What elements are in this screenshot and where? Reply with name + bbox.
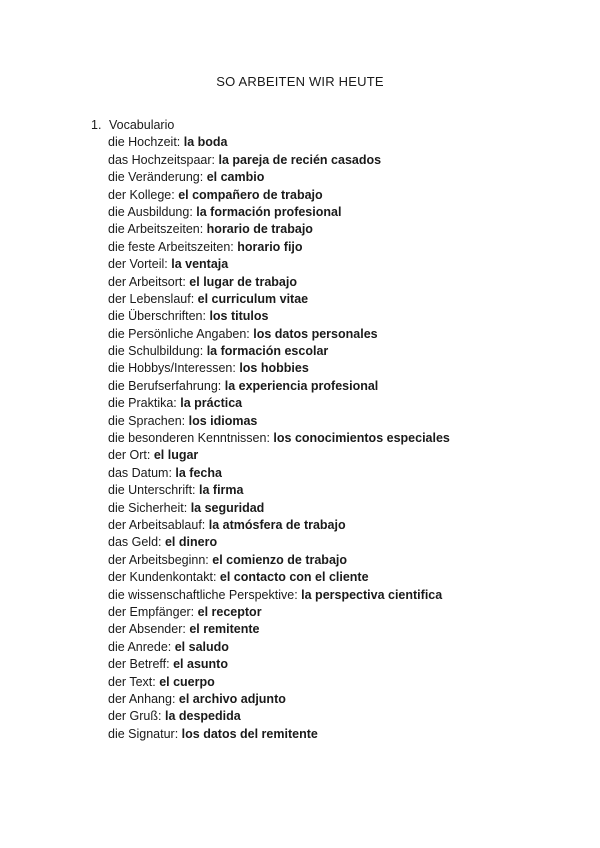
vocabulary-section <box>91 117 571 743</box>
vocab-entry <box>108 221 571 238</box>
spanish-translation: el comienzo de trabajo <box>212 552 348 567</box>
german-term: die Berufserfahrung: <box>108 378 225 393</box>
vocab-entry <box>108 152 571 169</box>
german-term: die Persönliche Angaben: <box>108 326 254 341</box>
german-term: das Geld: <box>108 535 165 550</box>
german-term: die Arbeitszeiten: <box>108 222 207 237</box>
spanish-translation: la fecha <box>175 465 222 480</box>
section-number: 1. <box>91 118 102 132</box>
vocab-entry <box>108 360 571 377</box>
vocabulary-list <box>91 134 571 743</box>
vocab-entry <box>108 134 571 151</box>
vocab-entry <box>108 569 571 586</box>
vocab-entry <box>108 552 571 569</box>
german-term: der Arbeitsbeginn: <box>108 552 213 567</box>
vocab-entry <box>108 239 571 256</box>
spanish-translation: la boda <box>183 135 228 150</box>
vocab-entry <box>108 621 571 638</box>
german-term: der Anhang: <box>108 691 179 706</box>
spanish-translation: la perspectiva cientifica <box>301 587 443 602</box>
spanish-translation: el archivo adjunto <box>178 691 286 706</box>
german-term: die Überschriften: <box>108 309 210 324</box>
spanish-translation: el cambio <box>206 170 265 185</box>
german-term: die Schulbildung: <box>108 344 207 359</box>
vocab-entry <box>108 308 571 325</box>
german-term: die wissenschaftliche Perspektive: <box>108 587 302 602</box>
spanish-translation: los conocimientos especiales <box>273 431 450 446</box>
spanish-translation: la firma <box>199 483 244 498</box>
german-term: der Text: <box>108 674 160 689</box>
spanish-translation: la pareja de recién casados <box>218 152 382 167</box>
german-term: die Hochzeit: <box>108 135 184 150</box>
vocab-entry <box>108 708 571 725</box>
vocab-entry <box>108 169 571 186</box>
spanish-translation: el saludo <box>174 639 229 654</box>
spanish-translation: la despedida <box>164 709 241 724</box>
vocab-entry <box>108 465 571 482</box>
section-title: Vocabulario <box>109 118 175 132</box>
vocab-entry <box>108 274 571 291</box>
vocab-entry <box>108 500 571 517</box>
german-term: die Veränderung: <box>108 170 207 185</box>
vocab-entry <box>108 413 571 430</box>
german-term: der Absender: <box>108 622 190 637</box>
spanish-translation: los hobbies <box>239 361 309 376</box>
german-term: der Kundenkontakt: <box>108 570 220 585</box>
german-term: der Betreff: <box>108 657 174 672</box>
vocab-entry <box>108 517 571 534</box>
spanish-translation: la práctica <box>180 396 243 411</box>
vocab-entry <box>108 447 571 464</box>
vocab-entry <box>108 395 571 412</box>
spanish-translation: horario fijo <box>237 239 303 254</box>
german-term: der Empfänger: <box>108 604 198 619</box>
german-term: die Sicherheit: <box>108 500 191 515</box>
section-heading <box>91 117 571 134</box>
spanish-translation: el compañero de trabajo <box>178 187 323 202</box>
vocab-entry <box>108 187 571 204</box>
german-term: die besonderen Kenntnissen: <box>108 431 274 446</box>
german-term: die Anrede: <box>108 639 175 654</box>
vocab-entry <box>108 674 571 691</box>
page-title: SO ARBEITEN WIR HEUTE <box>216 74 384 89</box>
german-term: der Lebenslauf: <box>108 291 198 306</box>
german-term: der Gruß: <box>108 709 165 724</box>
spanish-translation: el dinero <box>164 535 218 550</box>
spanish-translation: el receptor <box>197 604 262 619</box>
german-term: der Kollege: <box>108 187 179 202</box>
spanish-translation: horario de trabajo <box>206 222 313 237</box>
spanish-translation: el lugar de trabajo <box>189 274 297 289</box>
spanish-translation: los titulos <box>209 309 269 324</box>
spanish-translation: la atmósfera de trabajo <box>208 517 346 532</box>
vocab-entry <box>108 656 571 673</box>
vocab-entry <box>108 291 571 308</box>
vocab-entry <box>108 534 571 551</box>
spanish-translation: el remitente <box>189 622 260 637</box>
spanish-translation: la seguridad <box>190 500 265 515</box>
spanish-translation: la experiencia profesional <box>224 378 379 393</box>
spanish-translation: los datos del remitente <box>181 726 318 741</box>
vocab-entry <box>108 378 571 395</box>
spanish-translation: los datos personales <box>253 326 378 341</box>
spanish-translation: la formación escolar <box>206 344 329 359</box>
german-term: der Ort: <box>108 448 154 463</box>
german-term: die Signatur: <box>108 726 182 741</box>
vocab-entry <box>108 482 571 499</box>
vocab-entry <box>108 639 571 656</box>
german-term: die Hobbys/Interessen: <box>108 361 240 376</box>
spanish-translation: el lugar <box>153 448 199 463</box>
german-term: das Datum: <box>108 465 176 480</box>
german-term: die Unterschrift: <box>108 483 200 498</box>
vocab-entry <box>108 256 571 273</box>
vocab-entry <box>108 204 571 221</box>
german-term: die Ausbildung: <box>108 204 197 219</box>
german-term: die Praktika: <box>108 396 181 411</box>
vocab-entry <box>108 343 571 360</box>
german-term: die feste Arbeitszeiten: <box>108 239 238 254</box>
spanish-translation: la ventaja <box>171 257 229 272</box>
spanish-translation: el asunto <box>173 657 228 672</box>
german-term: die Sprachen: <box>108 413 189 428</box>
spanish-translation: el curriculum vitae <box>197 291 309 306</box>
german-term: der Arbeitsort: <box>108 274 190 289</box>
spanish-translation: el contacto con el cliente <box>219 570 369 585</box>
spanish-translation: los idiomas <box>188 413 258 428</box>
vocab-entry <box>108 430 571 447</box>
german-term: das Hochzeitspaar: <box>108 152 219 167</box>
vocab-entry <box>108 326 571 343</box>
vocab-entry <box>108 587 571 604</box>
vocab-entry <box>108 604 571 621</box>
spanish-translation: el cuerpo <box>159 674 215 689</box>
vocab-entry <box>108 691 571 708</box>
spanish-translation: la formación profesional <box>196 204 342 219</box>
german-term: der Arbeitsablauf: <box>108 517 209 532</box>
vocab-entry <box>108 726 571 743</box>
german-term: der Vorteil: <box>108 257 172 272</box>
